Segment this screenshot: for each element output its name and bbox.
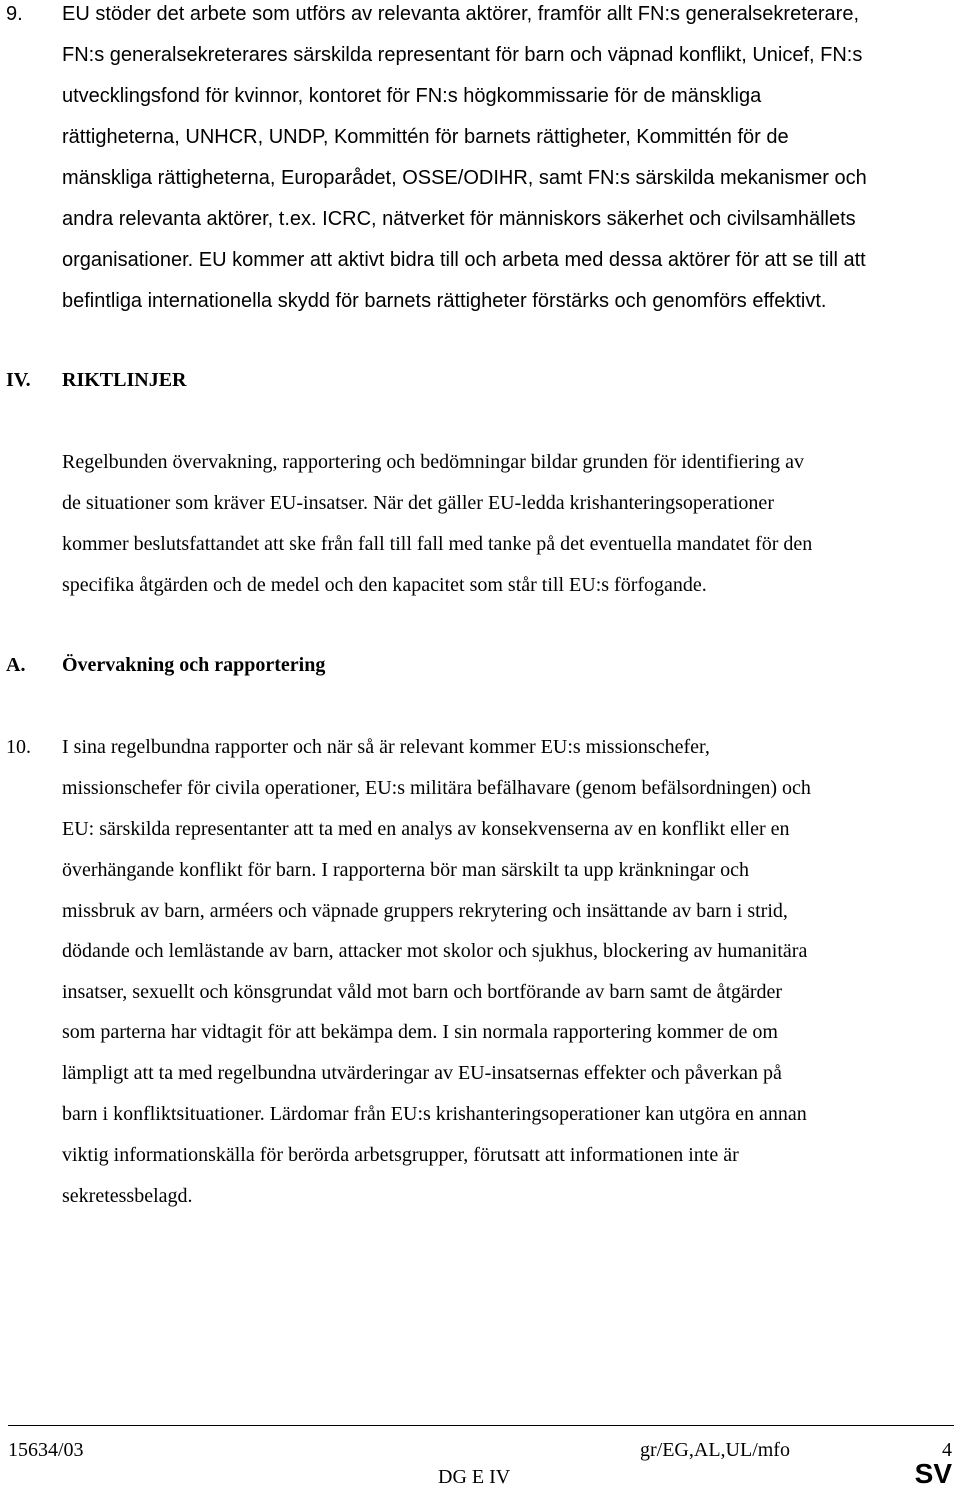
section-9-number: 9. — [6, 3, 23, 25]
section-9-line: rättigheterna, UNHCR, UNDP, Kommittén för barnets rättigheter, Kommittén för de — [62, 126, 789, 148]
section-10-line: insatser, sexuellt och könsgrundat våld mot barn och bortförande av barn samt de åtgärder — [62, 981, 783, 1003]
footer-doc-number: 15634/03 — [8, 1439, 84, 1461]
section-10-line: barn i konfliktsituationer. Lärdomar från EU:s krishanteringsoperationer kan utgöra en annan — [62, 1103, 807, 1125]
section-9-line: FN:s generalsekreterares särskilda representant för barn och väpnad konflikt, Unicef, FN:s — [62, 44, 863, 66]
section-10-number: 10. — [6, 736, 31, 758]
section-10-line: viktig informationskälla för berörda arbetsgrupper, förutsatt att informationen inte är — [62, 1144, 739, 1166]
section-9-line: organisationer. EU kommer att aktivt bidra till och arbeta med dessa aktörer för att se till att — [62, 249, 866, 271]
footer-rule — [8, 1425, 954, 1426]
section-9-line: befintliga internationella skydd för barnets rättigheter förstärks och genomförs effektivt. — [62, 290, 827, 312]
section-10-line: dödande och lemlästande av barn, attacker mot skolor och sjukhus, blockering av humanitära — [62, 940, 808, 962]
chapter-4-line: specifika åtgärden och de medel och den kapacitet som står till EU:s förfogande. — [62, 574, 707, 596]
footer-initials: gr/EG,AL,UL/mfo — [640, 1439, 790, 1461]
section-10-line: I sina regelbundna rapporter och när så är relevant kommer EU:s missionschefer, — [62, 736, 710, 758]
footer-directorate: DG E IV — [438, 1466, 511, 1488]
footer-page-number: 4 — [942, 1439, 952, 1461]
chapter-4-line: Regelbunden övervakning, rapportering och bedömningar bildar grunden för identifiering av — [62, 451, 804, 473]
section-10-line: som parterna har vidtagit för att bekämpa dem. I sin normala rapportering kommer de om — [62, 1021, 778, 1043]
section-10-line: missbruk av barn, arméers och väpnade gruppers rekrytering och insättande av barn i strid, — [62, 900, 788, 922]
chapter-4-title: RIKTLINJER — [62, 369, 187, 391]
section-10-line: EU: särskilda representanter att ta med en analys av konsekvenserna av en konflikt eller en — [62, 818, 790, 840]
section-10-line: lämpligt att ta med regelbundna utvärderingar av EU-insatsernas effekter och påverkan på — [62, 1062, 782, 1084]
chapter-4-line: kommer beslutsfattandet att ske från fall till fall med tanke på det eventuella mandatet för den — [62, 533, 813, 555]
section-a-letter: A. — [6, 654, 26, 676]
section-10-line: överhängande konflikt för barn. I rapporterna bör man särskilt ta upp kränkningar och — [62, 859, 749, 881]
section-a-title: Övervakning och rapportering — [62, 654, 326, 676]
chapter-4-number: IV. — [6, 369, 31, 391]
chapter-4-line: de situationer som kräver EU-insatser. När det gäller EU-ledda krishanteringsoperationer — [62, 492, 774, 514]
footer-language: SV — [914, 1458, 952, 1489]
section-10-line: missionschefer för civila operationer, EU:s militära befälhavare (genom befälsordningen) och — [62, 777, 811, 799]
section-9-line: EU stöder det arbete som utförs av relevanta aktörer, framför allt FN:s generalsekreterare, — [62, 3, 860, 25]
section-10-line: sekretessbelagd. — [62, 1185, 193, 1207]
section-9-line: andra relevanta aktörer, t.ex. ICRC, nätverket för människors säkerhet och civilsamhällets — [62, 208, 856, 230]
section-9-line: utvecklingsfond för kvinnor, kontoret för FN:s högkommissarie för de mänskliga — [62, 85, 762, 107]
section-9-line: mänskliga rättigheterna, Europarådet, OSSE/ODIHR, samt FN:s särskilda mekanismer och — [62, 167, 867, 189]
